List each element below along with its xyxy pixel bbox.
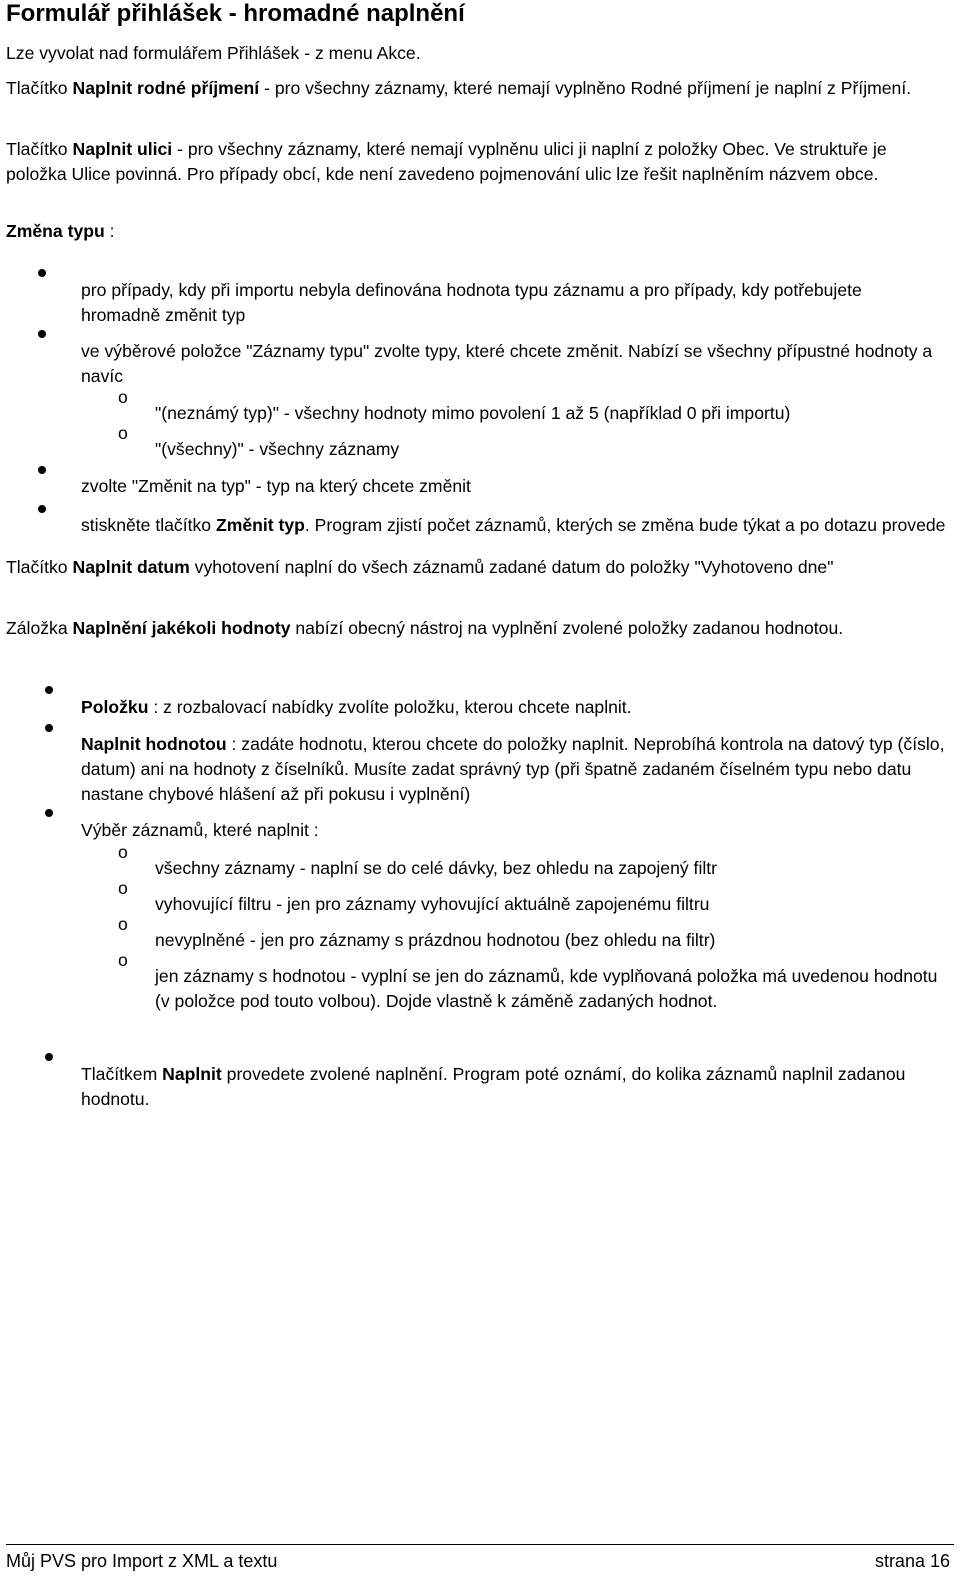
list-item: zvolte "Změnit na typ" - typ na který chcete změnit [81,475,471,496]
bullet-icon [38,269,46,277]
sub-bullet-icon: o [118,387,128,407]
list-item: Výběr záznamů, které naplnit : [81,819,319,840]
bullet-icon [45,724,53,732]
paragraph-ulice: Tlačítko Naplnit ulici - pro všechny záznamy, které nemají vyplněnu ulici ji naplní z položky Obec. Ve struktuře je položka Ulice povinná. Pro případy obcí, kde není zavedeno pojmenování ulic lze řešit naplněním názvem obce. [6,139,887,184]
sub-list-item: jen záznamy s hodnotou - vyplní se jen do záznamů, kde vyplňovaná položka má uvedenou hodnotu (v položce pod touto volbou). Dojde vlastně k záměně zadaných hodnot. [155,965,938,1011]
bullet-icon [45,1053,53,1061]
bullet-icon [45,809,53,817]
bullet-icon [45,686,53,694]
bullet-icon [38,466,46,474]
list-item: Tlačítkem Naplnit provedete zvolené naplnění. Program poté oznámí, do kolika záznamů naplnil zadanou hodnotu. [81,1063,906,1109]
sub-list-item: "(neznámý typ)" - všechny hodnoty mimo povolení 1 až 5 (například 0 při importu) [155,402,791,423]
heading-zmena-typu: Změna typu : [6,221,115,241]
sub-list-item: všechny záznamy - naplní se do celé dávky, bez ohledu na zapojený filtr [155,857,718,878]
list-item: Položku : z rozbalovací nabídky zvolíte položku, kterou chcete naplnit. [81,696,632,717]
list-item: ve výběrové položce "Záznamy typu" zvolte typy, které chcete změnit. Nabízí se všechny přípustné hodnoty a navíc [81,340,933,386]
sub-list-item: "(všechny)" - všechny záznamy [155,438,400,459]
paragraph-naplnit-datum: Tlačítko Naplnit datum vyhotovení naplní do všech záznamů zadané datum do položky "Vyhotoveno dne" [6,557,834,577]
bullet-icon [38,330,46,338]
sub-list-item: nevyplněné - jen pro záznamy s prázdnou hodnotou (bez ohledu na filtr) [155,929,716,950]
paragraph-rodne-prijmeni: Tlačítko Naplnit rodné příjmení - pro všechny záznamy, které nemají vyplněno Rodné příjmení je naplní z Příjmení. [6,78,912,98]
intro-paragraph: Lze vyvolat nad formulářem Přihlášek - z menu Akce. [6,43,421,63]
list-item: Naplnit hodnotou : zadáte hodnotu, kterou chcete do položky naplnit. Neprobíhá kontrola na datový typ (číslo, datum) ani na hodnoty z číselníků. Musíte zadat správný typ (při špatně zadaném číselném typu nebo datu nastane chybové hlášení až při pokusu i vyplnění) [81,733,945,804]
footer-divider [6,1544,954,1545]
list-item: pro případy, kdy při importu nebyla definována hodnota typu záznamu a pro případy, kdy potřebujete hromadně změnit typ [81,279,862,325]
bullet-icon [38,505,46,513]
list-item: stiskněte tlačítko Změnit typ. Program zjistí počet záznamů, kterých se změna bude týkat a po dotazu provede [81,514,946,535]
sub-bullet-icon: o [118,914,128,934]
footer-page-number: strana 16 [874,1551,950,1571]
page-title: Formulář přihlášek - hromadné naplnění [6,0,465,27]
paragraph-jakekoli-hodnoty: Záložka Naplnění jakékoli hodnoty nabízí obecný nástroj na vyplnění zvolené položky zadanou hodnotou. [6,618,844,638]
footer-document-title: Můj PVS pro Import z XML a textu [6,1551,278,1571]
sub-bullet-icon: o [118,842,128,862]
sub-bullet-icon: o [118,950,128,970]
sub-bullet-icon: o [118,878,128,898]
sub-bullet-icon: o [118,423,128,443]
sub-list-item: vyhovující filtru - jen pro záznamy vyhovující aktuálně zapojenému filtru [155,893,710,914]
